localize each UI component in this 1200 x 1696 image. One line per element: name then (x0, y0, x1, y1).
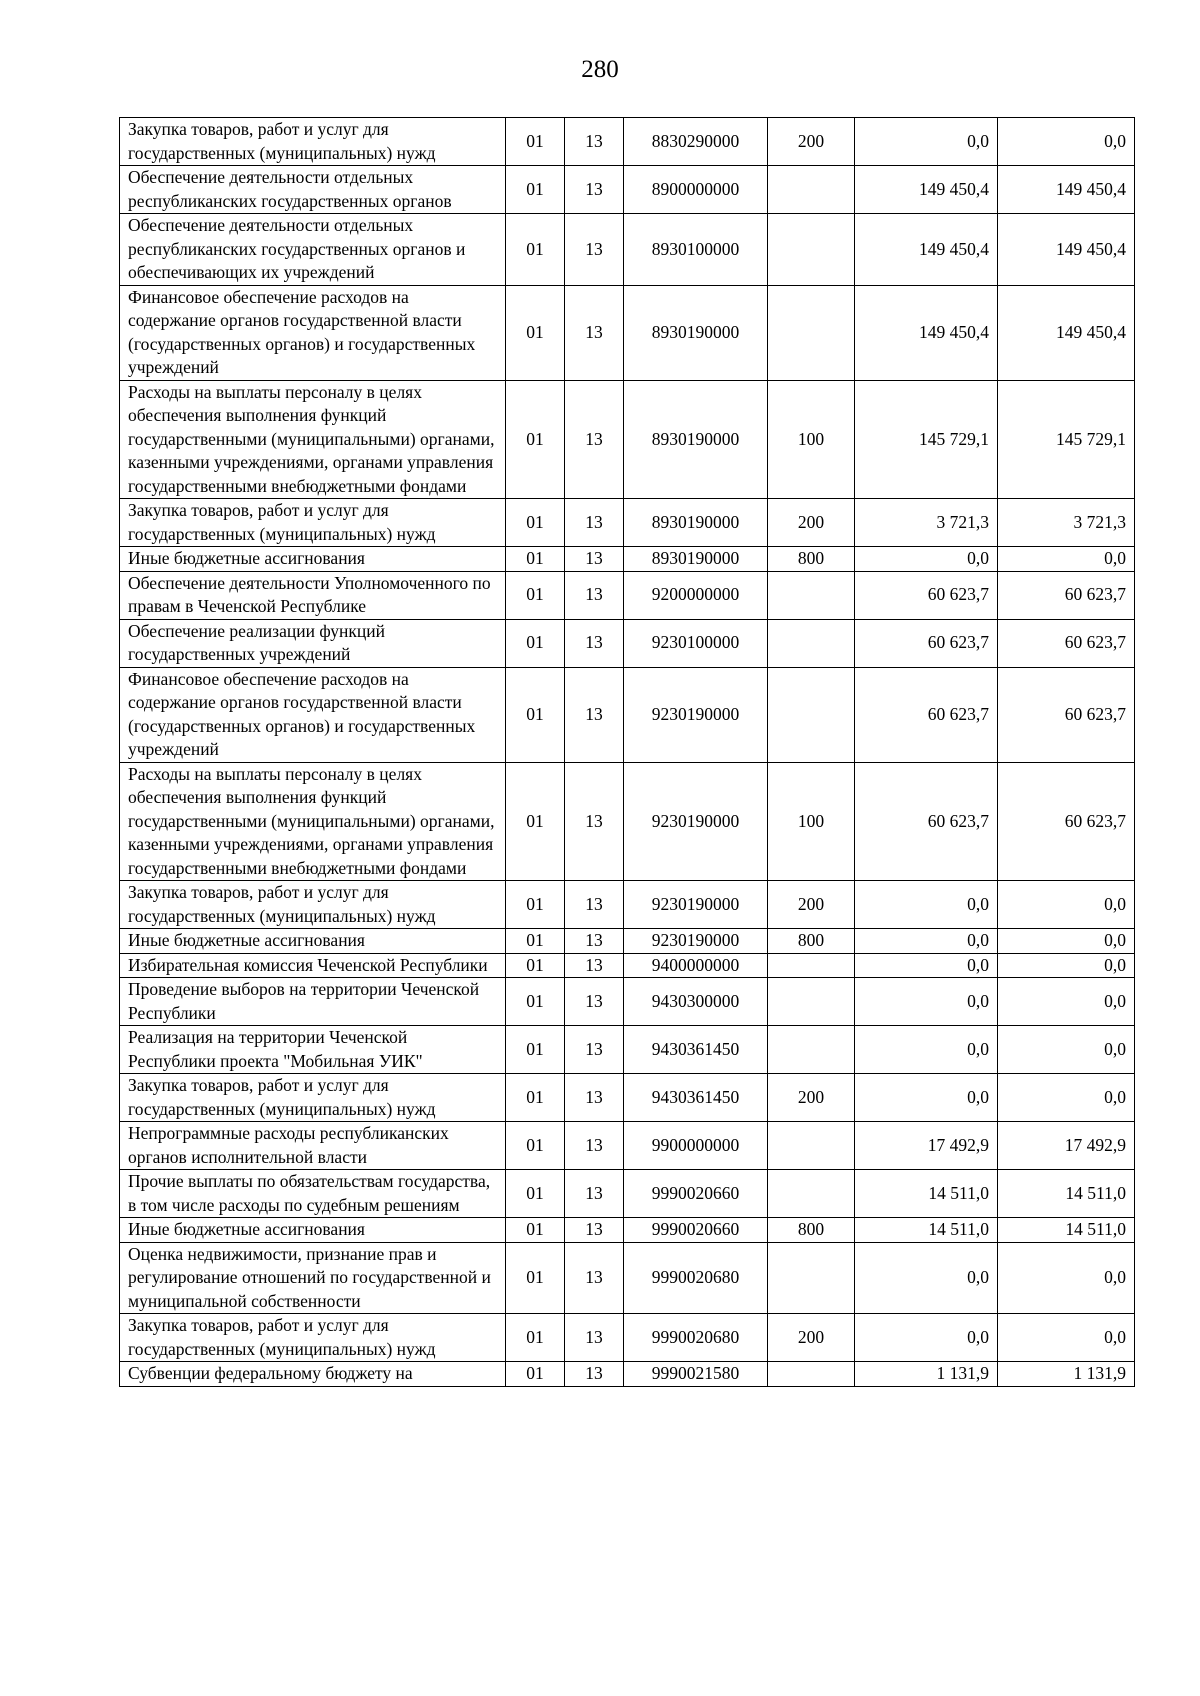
section-code-cell: 01 (506, 619, 565, 667)
expense-name-cell: Реализация на территории Чеченской Республики проекта "Мобильная УИК" (120, 1026, 506, 1074)
amount-year-2-cell: 1 131,9 (998, 1362, 1135, 1387)
expense-type-cell (768, 571, 855, 619)
table-row (120, 1362, 1135, 1387)
table-row (120, 1218, 1135, 1243)
section-code-cell: 01 (506, 214, 565, 286)
expense-type-cell (768, 978, 855, 1026)
amount-year-2-cell: 60 623,7 (998, 619, 1135, 667)
expense-name-cell: Закупка товаров, работ и услуг для государственных (муниципальных) нужд (120, 881, 506, 929)
subsection-code-cell: 13 (565, 499, 624, 547)
target-article-cell: 9430300000 (624, 978, 768, 1026)
table-row (120, 571, 1135, 619)
target-article-cell: 9400000000 (624, 953, 768, 978)
table-row (120, 978, 1135, 1026)
table-row (120, 1170, 1135, 1218)
table-row (120, 1074, 1135, 1122)
table-row (120, 166, 1135, 214)
expense-type-cell: 200 (768, 1074, 855, 1122)
expense-name-cell: Расходы на выплаты персоналу в целях обеспечения выполнения функций государственными (муниципальными) органами, казенными учреждениями, органами управления государственными внебюджетными фондами (120, 762, 506, 881)
subsection-code-cell: 13 (565, 1242, 624, 1314)
section-code-cell: 01 (506, 953, 565, 978)
amount-year-1-cell: 0,0 (855, 881, 998, 929)
target-article-cell: 9900000000 (624, 1122, 768, 1170)
section-code-cell: 01 (506, 499, 565, 547)
target-article-cell: 8830290000 (624, 118, 768, 166)
expense-type-cell (768, 667, 855, 762)
target-article-cell: 9430361450 (624, 1074, 768, 1122)
expense-type-cell (768, 953, 855, 978)
subsection-code-cell: 13 (565, 547, 624, 572)
target-article-cell: 8900000000 (624, 166, 768, 214)
amount-year-1-cell: 149 450,4 (855, 285, 998, 380)
subsection-code-cell: 13 (565, 118, 624, 166)
expense-name-cell: Закупка товаров, работ и услуг для государственных (муниципальных) нужд (120, 1314, 506, 1362)
amount-year-2-cell: 0,0 (998, 1314, 1135, 1362)
section-code-cell: 01 (506, 166, 565, 214)
expense-name-cell: Непрограммные расходы республиканских органов исполнительной власти (120, 1122, 506, 1170)
section-code-cell: 01 (506, 1242, 565, 1314)
section-code-cell: 01 (506, 118, 565, 166)
amount-year-1-cell: 0,0 (855, 118, 998, 166)
section-code-cell: 01 (506, 929, 565, 954)
expense-name-cell: Избирательная комиссия Чеченской Республики (120, 953, 506, 978)
section-code-cell: 01 (506, 285, 565, 380)
expense-name-cell: Прочие выплаты по обязательствам государства, в том числе расходы по судебным решениям (120, 1170, 506, 1218)
section-code-cell: 01 (506, 1218, 565, 1243)
budget-table-body (120, 118, 1135, 1387)
subsection-code-cell: 13 (565, 1170, 624, 1218)
amount-year-1-cell: 1 131,9 (855, 1362, 998, 1387)
subsection-code-cell: 13 (565, 380, 624, 499)
table-row (120, 619, 1135, 667)
expense-name-cell: Обеспечение деятельности Уполномоченного по правам в Чеченской Республике (120, 571, 506, 619)
amount-year-2-cell: 14 511,0 (998, 1218, 1135, 1243)
target-article-cell: 9990020680 (624, 1242, 768, 1314)
section-code-cell: 01 (506, 571, 565, 619)
subsection-code-cell: 13 (565, 881, 624, 929)
subsection-code-cell: 13 (565, 1074, 624, 1122)
amount-year-2-cell: 149 450,4 (998, 166, 1135, 214)
subsection-code-cell: 13 (565, 285, 624, 380)
target-article-cell: 8930190000 (624, 547, 768, 572)
target-article-cell: 8930190000 (624, 285, 768, 380)
amount-year-1-cell: 145 729,1 (855, 380, 998, 499)
section-code-cell: 01 (506, 667, 565, 762)
section-code-cell: 01 (506, 380, 565, 499)
target-article-cell: 9230190000 (624, 881, 768, 929)
subsection-code-cell: 13 (565, 953, 624, 978)
expense-type-cell: 200 (768, 881, 855, 929)
subsection-code-cell: 13 (565, 762, 624, 881)
table-row (120, 1314, 1135, 1362)
amount-year-1-cell: 0,0 (855, 953, 998, 978)
amount-year-2-cell: 60 623,7 (998, 571, 1135, 619)
section-code-cell: 01 (506, 881, 565, 929)
target-article-cell: 9430361450 (624, 1026, 768, 1074)
target-article-cell: 9230190000 (624, 762, 768, 881)
subsection-code-cell: 13 (565, 929, 624, 954)
target-article-cell: 8930190000 (624, 380, 768, 499)
expense-type-cell (768, 619, 855, 667)
target-article-cell: 9230190000 (624, 667, 768, 762)
expense-type-cell: 100 (768, 762, 855, 881)
table-row (120, 953, 1135, 978)
amount-year-1-cell: 0,0 (855, 1074, 998, 1122)
expense-name-cell: Субвенции федеральному бюджету на (120, 1362, 506, 1387)
amount-year-1-cell: 60 623,7 (855, 762, 998, 881)
expense-name-cell: Оценка недвижимости, признание прав и регулирование отношений по государственной и муниципальной собственности (120, 1242, 506, 1314)
budget-table (119, 117, 1135, 1387)
expense-type-cell (768, 1122, 855, 1170)
expense-type-cell: 800 (768, 547, 855, 572)
section-code-cell: 01 (506, 1314, 565, 1362)
expense-name-cell: Иные бюджетные ассигнования (120, 1218, 506, 1243)
section-code-cell: 01 (506, 1026, 565, 1074)
expense-type-cell (768, 1362, 855, 1387)
amount-year-2-cell: 0,0 (998, 1242, 1135, 1314)
section-code-cell: 01 (506, 1074, 565, 1122)
subsection-code-cell: 13 (565, 1026, 624, 1074)
amount-year-2-cell: 0,0 (998, 547, 1135, 572)
amount-year-2-cell: 0,0 (998, 1074, 1135, 1122)
subsection-code-cell: 13 (565, 619, 624, 667)
expense-name-cell: Обеспечение деятельности отдельных республиканских государственных органов и обеспечивающих их учреждений (120, 214, 506, 286)
subsection-code-cell: 13 (565, 1314, 624, 1362)
table-row (120, 214, 1135, 286)
table-row (120, 881, 1135, 929)
table-row (120, 380, 1135, 499)
amount-year-2-cell: 14 511,0 (998, 1170, 1135, 1218)
target-article-cell: 9230190000 (624, 929, 768, 954)
amount-year-1-cell: 149 450,4 (855, 214, 998, 286)
subsection-code-cell: 13 (565, 214, 624, 286)
target-article-cell: 8930100000 (624, 214, 768, 286)
amount-year-2-cell: 60 623,7 (998, 762, 1135, 881)
amount-year-2-cell: 149 450,4 (998, 214, 1135, 286)
section-code-cell: 01 (506, 1122, 565, 1170)
table-row (120, 118, 1135, 166)
table-row (120, 762, 1135, 881)
subsection-code-cell: 13 (565, 571, 624, 619)
amount-year-2-cell: 0,0 (998, 1026, 1135, 1074)
expense-name-cell: Иные бюджетные ассигнования (120, 547, 506, 572)
amount-year-1-cell: 0,0 (855, 547, 998, 572)
amount-year-2-cell: 0,0 (998, 118, 1135, 166)
expense-type-cell (768, 285, 855, 380)
table-row (120, 285, 1135, 380)
section-code-cell: 01 (506, 1170, 565, 1218)
amount-year-2-cell: 3 721,3 (998, 499, 1135, 547)
expense-name-cell: Финансовое обеспечение расходов на содержание органов государственной власти (государственных органов) и государственных учреждений (120, 285, 506, 380)
target-article-cell: 9990020660 (624, 1218, 768, 1243)
section-code-cell: 01 (506, 978, 565, 1026)
amount-year-1-cell: 17 492,9 (855, 1122, 998, 1170)
amount-year-1-cell: 60 623,7 (855, 571, 998, 619)
expense-name-cell: Проведение выборов на территории Чеченской Республики (120, 978, 506, 1026)
target-article-cell: 9990020680 (624, 1314, 768, 1362)
amount-year-1-cell: 149 450,4 (855, 166, 998, 214)
subsection-code-cell: 13 (565, 667, 624, 762)
amount-year-1-cell: 60 623,7 (855, 667, 998, 762)
expense-type-cell: 200 (768, 118, 855, 166)
table-row (120, 1242, 1135, 1314)
target-article-cell: 9990020660 (624, 1170, 768, 1218)
expense-name-cell: Закупка товаров, работ и услуг для государственных (муниципальных) нужд (120, 118, 506, 166)
amount-year-2-cell: 149 450,4 (998, 285, 1135, 380)
amount-year-2-cell: 17 492,9 (998, 1122, 1135, 1170)
amount-year-2-cell: 60 623,7 (998, 667, 1135, 762)
amount-year-1-cell: 0,0 (855, 1242, 998, 1314)
target-article-cell: 9230100000 (624, 619, 768, 667)
amount-year-1-cell: 14 511,0 (855, 1170, 998, 1218)
subsection-code-cell: 13 (565, 166, 624, 214)
expense-type-cell: 800 (768, 1218, 855, 1243)
target-article-cell: 9990021580 (624, 1362, 768, 1387)
subsection-code-cell: 13 (565, 1362, 624, 1387)
page-number: 280 (581, 56, 619, 83)
subsection-code-cell: 13 (565, 1218, 624, 1243)
expense-type-cell (768, 1170, 855, 1218)
expense-name-cell: Обеспечение деятельности отдельных республиканских государственных органов (120, 166, 506, 214)
expense-name-cell: Финансовое обеспечение расходов на содержание органов государственной власти (государственных органов) и государственных учреждений (120, 667, 506, 762)
table-row (120, 1026, 1135, 1074)
amount-year-2-cell: 0,0 (998, 929, 1135, 954)
expense-name-cell: Обеспечение реализации функций государственных учреждений (120, 619, 506, 667)
expense-name-cell: Расходы на выплаты персоналу в целях обеспечения выполнения функций государственными (муниципальными) органами, казенными учреждениями, органами управления государственными внебюджетными фондами (120, 380, 506, 499)
expense-type-cell (768, 1242, 855, 1314)
amount-year-1-cell: 0,0 (855, 1314, 998, 1362)
target-article-cell: 9200000000 (624, 571, 768, 619)
table-row (120, 667, 1135, 762)
expense-name-cell: Закупка товаров, работ и услуг для государственных (муниципальных) нужд (120, 499, 506, 547)
amount-year-1-cell: 0,0 (855, 929, 998, 954)
amount-year-2-cell: 145 729,1 (998, 380, 1135, 499)
subsection-code-cell: 13 (565, 1122, 624, 1170)
expense-name-cell: Закупка товаров, работ и услуг для государственных (муниципальных) нужд (120, 1074, 506, 1122)
amount-year-1-cell: 3 721,3 (855, 499, 998, 547)
table-row (120, 1122, 1135, 1170)
section-code-cell: 01 (506, 762, 565, 881)
amount-year-2-cell: 0,0 (998, 953, 1135, 978)
section-code-cell: 01 (506, 1362, 565, 1387)
target-article-cell: 8930190000 (624, 499, 768, 547)
amount-year-1-cell: 14 511,0 (855, 1218, 998, 1243)
amount-year-1-cell: 60 623,7 (855, 619, 998, 667)
table-row (120, 547, 1135, 572)
section-code-cell: 01 (506, 547, 565, 572)
expense-type-cell (768, 1026, 855, 1074)
expense-name-cell: Иные бюджетные ассигнования (120, 929, 506, 954)
expense-type-cell: 100 (768, 380, 855, 499)
amount-year-2-cell: 0,0 (998, 978, 1135, 1026)
expense-type-cell: 200 (768, 499, 855, 547)
expense-type-cell (768, 214, 855, 286)
expense-type-cell: 200 (768, 1314, 855, 1362)
table-row (120, 929, 1135, 954)
amount-year-2-cell: 0,0 (998, 881, 1135, 929)
amount-year-1-cell: 0,0 (855, 978, 998, 1026)
expense-type-cell: 800 (768, 929, 855, 954)
expense-type-cell (768, 166, 855, 214)
amount-year-1-cell: 0,0 (855, 1026, 998, 1074)
subsection-code-cell: 13 (565, 978, 624, 1026)
table-row (120, 499, 1135, 547)
